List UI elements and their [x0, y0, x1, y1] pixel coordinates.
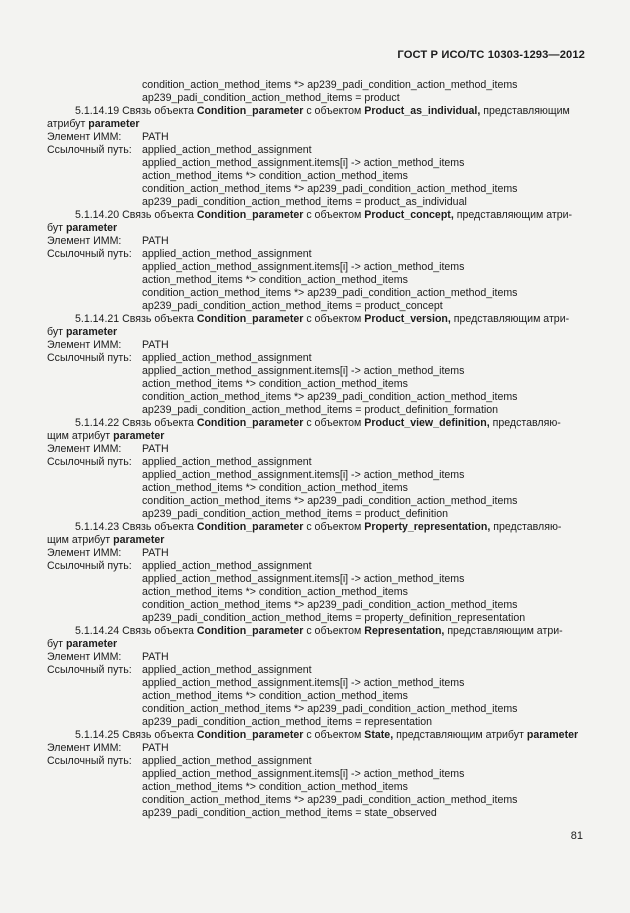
- path-line: condition_action_method_items *> ap239_padi_condition_action_method_items: [142, 703, 518, 715]
- page-number: 81: [570, 830, 583, 842]
- target-entity: Product_concept,: [364, 209, 454, 221]
- attribute-name: parameter: [88, 118, 140, 130]
- path-line: action_method_items *> condition_action_method_items: [142, 170, 408, 182]
- path-line: condition_action_method_items *> ap239_padi_condition_action_method_items: [142, 599, 518, 611]
- path-line: applied_action_method_assignment: [142, 664, 312, 676]
- path-line: applied_action_method_assignment.items[i] -> action_method_items: [142, 768, 465, 780]
- path-line: applied_action_method_assignment.items[i] -> action_method_items: [142, 573, 465, 585]
- path-line: ap239_padi_condition_action_method_items = product_concept: [142, 300, 443, 312]
- entity-name: Condition_parameter: [196, 625, 304, 637]
- target-entity: Representation,: [364, 625, 445, 637]
- path-line: ap239_padi_condition_action_method_items = state_observed: [142, 807, 437, 819]
- reference-row: [47, 664, 585, 677]
- element-label: Элемент ИММ:: [47, 742, 122, 754]
- target-entity: Product_view_definition,: [364, 417, 490, 429]
- path-line: ap239_padi_condition_action_method_items = product_definition: [142, 508, 448, 520]
- element-row: [47, 443, 585, 456]
- attribute-name: parameter: [65, 638, 118, 650]
- element-row: [47, 547, 585, 560]
- path-line: applied_action_method_assignment.items[i] -> action_method_items: [142, 365, 465, 377]
- section-block: [47, 729, 585, 820]
- entity-name: Condition_parameter: [196, 105, 304, 117]
- path-line: action_method_items *> condition_action_method_items: [142, 690, 408, 702]
- element-label: Элемент ИММ:: [47, 547, 122, 559]
- element-value: PATH: [142, 443, 169, 455]
- section-heading-continuation: щим атрибут parameter: [47, 430, 165, 442]
- element-value: PATH: [142, 235, 169, 247]
- path-line: condition_action_method_items *> ap239_padi_condition_action_method_items: [142, 794, 518, 806]
- section-heading: 5.1.14.24 Связь объекта Condition_parameter с объектом Representation, представляющим атри-: [75, 625, 563, 637]
- section-heading: 5.1.14.23 Связь объекта Condition_parameter с объектом Property_representation, представляю-: [75, 521, 562, 533]
- element-value: PATH: [142, 131, 169, 143]
- element-value: PATH: [142, 547, 169, 559]
- section-block: [47, 313, 585, 417]
- path-line: ap239_padi_condition_action_method_items = product: [142, 92, 400, 104]
- path-line: ap239_padi_condition_action_method_items = property_definition_representation: [142, 612, 526, 624]
- element-label: Элемент ИММ:: [47, 651, 122, 663]
- path-line: ap239_padi_condition_action_method_items = product_definition_formation: [142, 404, 499, 416]
- path-line: action_method_items *> condition_action_method_items: [142, 274, 408, 286]
- element-row: [47, 131, 585, 144]
- path-line: action_method_items *> condition_action_method_items: [142, 378, 408, 390]
- section-heading-continuation: щим атрибут parameter: [47, 534, 165, 546]
- entity-name: Condition_parameter: [196, 313, 304, 325]
- path-line: condition_action_method_items *> ap239_padi_condition_action_method_items: [142, 287, 518, 299]
- path-line: applied_action_method_assignment: [142, 248, 312, 260]
- section-heading-continuation: бут parameter: [47, 326, 118, 338]
- element-row: [47, 235, 585, 248]
- path-line: applied_action_method_assignment.items[i] -> action_method_items: [142, 261, 465, 273]
- reference-row: [47, 755, 585, 768]
- path-line: applied_action_method_assignment.items[i] -> action_method_items: [142, 157, 465, 169]
- element-row: [47, 742, 585, 755]
- entity-name: Condition_parameter: [196, 729, 304, 741]
- path-line: condition_action_method_items *> ap239_padi_condition_action_method_items: [142, 79, 518, 91]
- attribute-name: parameter: [113, 534, 165, 546]
- reference-row: [47, 352, 585, 365]
- reference-label: Ссылочный путь:: [47, 144, 132, 156]
- path-line: applied_action_method_assignment.items[i] -> action_method_items: [142, 469, 465, 481]
- attribute-name: parameter: [526, 729, 579, 741]
- reference-label: Ссылочный путь:: [47, 352, 132, 364]
- sections-container: [47, 105, 585, 729]
- element-row: [47, 651, 585, 664]
- target-entity: Product_version,: [364, 313, 451, 325]
- section-heading-continuation: бут parameter: [47, 222, 118, 234]
- element-label: Элемент ИММ:: [47, 443, 122, 455]
- entity-name: Condition_parameter: [196, 209, 304, 221]
- path-line: condition_action_method_items *> ap239_padi_condition_action_method_items: [142, 495, 518, 507]
- section-heading-continuation: бут parameter: [47, 638, 118, 650]
- attribute-name: parameter: [113, 430, 165, 442]
- target-entity: Property_representation,: [364, 521, 491, 533]
- element-label: Элемент ИММ:: [47, 131, 122, 143]
- element-value: PATH: [142, 742, 169, 754]
- path-line: condition_action_method_items *> ap239_padi_condition_action_method_items: [142, 183, 518, 195]
- entity-name: Condition_parameter: [196, 521, 304, 533]
- reference-label: Ссылочный путь:: [47, 248, 132, 260]
- reference-row: [47, 144, 585, 157]
- reference-label: Ссылочный путь:: [47, 456, 132, 468]
- reference-row: [47, 456, 585, 469]
- attribute-name: parameter: [65, 326, 118, 338]
- document-body: [47, 79, 585, 820]
- path-line: applied_action_method_assignment: [142, 144, 312, 156]
- section-block: [47, 625, 585, 729]
- path-line: ap239_padi_condition_action_method_items = product_as_individual: [142, 196, 467, 208]
- path-line: applied_action_method_assignment: [142, 560, 312, 572]
- path-line: ap239_padi_condition_action_method_items = representation: [142, 716, 433, 728]
- section-heading: 5.1.14.25 Связь объекта Condition_parameter с объектом State, представляющим атрибут parameter: [75, 729, 579, 741]
- section-block: [47, 417, 585, 521]
- entity-name: Condition_parameter: [196, 417, 304, 429]
- element-label: Элемент ИММ:: [47, 235, 122, 247]
- reference-label: Ссылочный путь:: [47, 664, 132, 676]
- target-entity: State,: [364, 729, 394, 741]
- section-block: [47, 105, 585, 209]
- standard-header: ГОСТ Р ИСО/ТС 10303-1293—2012: [397, 49, 585, 61]
- path-line: applied_action_method_assignment: [142, 352, 312, 364]
- reference-label: Ссылочный путь:: [47, 755, 132, 767]
- attribute-name: parameter: [65, 222, 118, 234]
- element-value: PATH: [142, 339, 169, 351]
- element-row: [47, 339, 585, 352]
- section-heading: 5.1.14.19 Связь объекта Condition_parameter с объектом Product_as_individual, представляющим: [75, 105, 570, 117]
- path-line: applied_action_method_assignment.items[i] -> action_method_items: [142, 677, 465, 689]
- section-heading: 5.1.14.20 Связь объекта Condition_parameter с объектом Product_concept, представляющим атри-: [75, 209, 573, 221]
- reference-row: [47, 248, 585, 261]
- section-block: [47, 521, 585, 625]
- section-heading-continuation: атрибут parameter: [47, 118, 140, 130]
- target-entity: Product_as_individual,: [364, 105, 481, 117]
- path-line: applied_action_method_assignment: [142, 755, 312, 767]
- section-block: [47, 209, 585, 313]
- element-label: Элемент ИММ:: [47, 339, 122, 351]
- path-line: applied_action_method_assignment: [142, 456, 312, 468]
- path-line: action_method_items *> condition_action_method_items: [142, 482, 408, 494]
- path-line: action_method_items *> condition_action_method_items: [142, 586, 408, 598]
- path-line: condition_action_method_items *> ap239_padi_condition_action_method_items: [142, 391, 518, 403]
- reference-label: Ссылочный путь:: [47, 560, 132, 572]
- path-line: action_method_items *> condition_action_method_items: [142, 781, 408, 793]
- section-heading: 5.1.14.22 Связь объекта Condition_parameter с объектом Product_view_definition, представляю-: [75, 417, 561, 429]
- reference-row: [47, 560, 585, 573]
- section-heading: 5.1.14.21 Связь объекта Condition_parameter с объектом Product_version, представляющим атри-: [75, 313, 570, 325]
- element-value: PATH: [142, 651, 169, 663]
